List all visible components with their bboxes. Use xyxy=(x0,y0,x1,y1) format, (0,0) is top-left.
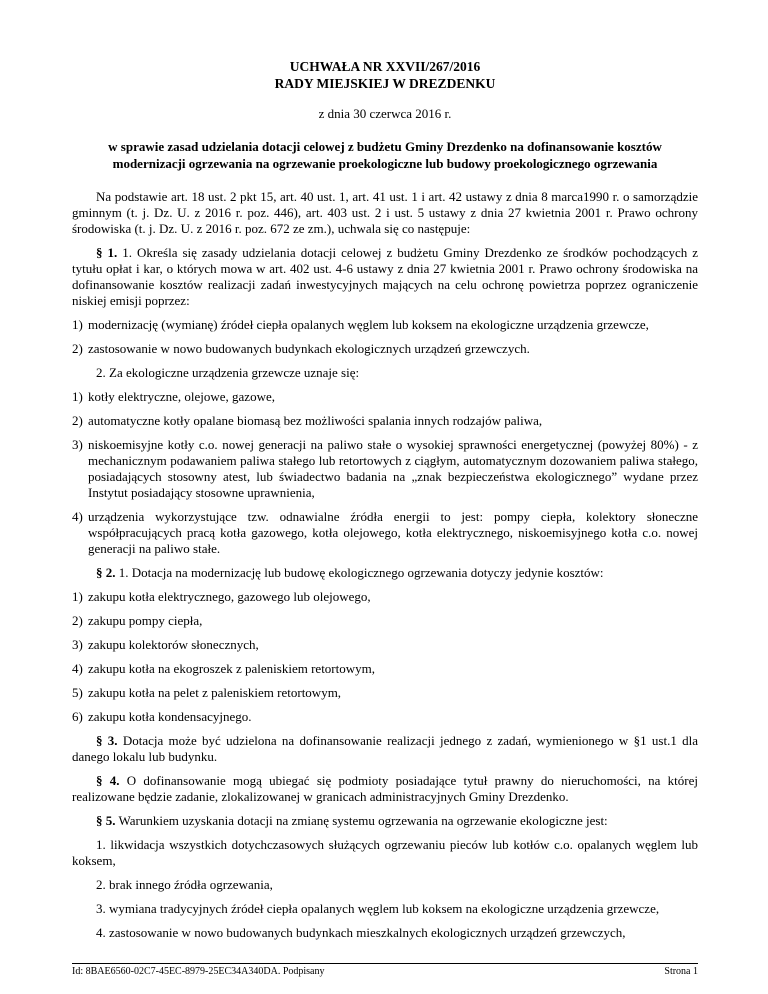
list-item-text: zakupu kotła elektrycznego, gazowego lub olejowego, xyxy=(88,589,371,604)
list-item xyxy=(72,341,698,357)
section-3-number: § 3. xyxy=(96,733,118,748)
list-item-text: urządzenia wykorzystujące tzw. odnawialne źródła energii to jest: pompy ciepła, kolektory słoneczne współpracujących pracą kotła gazowego, kotła olejowego, kotła elektrycznego, niskoemisyjnego kotła c.o. nowej generacji na paliwo stałe. xyxy=(88,509,698,556)
list-item xyxy=(72,509,698,557)
list-item-number: 2) xyxy=(72,413,83,428)
section-2-paragraph-1 xyxy=(72,565,698,581)
list-item xyxy=(72,389,698,405)
section-5-item: 2. brak innego źródła ogrzewania, xyxy=(96,877,273,892)
document-page xyxy=(72,58,698,941)
section-2-number: § 2. xyxy=(96,565,116,580)
list-item-number: 2) xyxy=(72,613,83,628)
section-3-text: Dotacja może być udzielona na dofinansowanie realizacji jednego z zadań, wymienionego w §1 ust.1 dla danego lokalu lub budynku. xyxy=(72,733,698,764)
section-5-item: 4. zastosowanie w nowo budowanych budynkach mieszkalnych ekologicznych urządzeń grzewczych, xyxy=(96,925,626,940)
list-item xyxy=(72,685,698,701)
list-item-text: niskoemisyjne kotły c.o. nowej generacji na paliwo stałe o wysokiej sprawności energetycznej (powyżej 80%) - z mechanicznym podawaniem paliwa stałego lub retortowych z ciągłym, automatycznym dozowaniem paliwa stałego, posiadających stosowny atest, lub świadectwo badania na „znak bezpieczeństwa ekologicznego” wydane przez Instytut posiadający stosowne uprawnienia, xyxy=(88,437,698,500)
list-item-number: 2) xyxy=(72,341,83,356)
list-item xyxy=(72,437,698,501)
list-item-text: zakupu kotła na pelet z paleniskiem retortowym, xyxy=(88,685,342,700)
list-item-number: 5) xyxy=(72,685,83,700)
list-item xyxy=(72,413,698,429)
list-item-number: 6) xyxy=(72,709,83,724)
list-item xyxy=(72,661,698,677)
section-2-list xyxy=(72,589,698,725)
list-item-number: 4) xyxy=(72,661,83,676)
document-header xyxy=(72,58,698,172)
list-item-number: 1) xyxy=(72,589,83,604)
list-item xyxy=(72,613,698,629)
list-item-text: kotły elektryczne, olejowe, gazowe, xyxy=(88,389,275,404)
list-item xyxy=(72,637,698,653)
section-4 xyxy=(72,773,698,805)
list-item-number: 1) xyxy=(72,317,83,332)
section-5-text: Warunkiem uzyskania dotacji na zmianę systemu ogrzewania na ogrzewanie ekologiczne jest: xyxy=(118,813,608,828)
page-footer xyxy=(72,963,698,977)
list-item-text: automatyczne kotły opalane biomasą bez możliwości spalania innych rodzajów paliwa, xyxy=(88,413,543,428)
section-1-paragraph-1 xyxy=(72,245,698,309)
section-4-number: § 4. xyxy=(96,773,120,788)
section-5 xyxy=(72,813,698,829)
section-1-text: 1. Określa się zasady udzielania dotacji celowej z budżetu Gminy Drezdenko ze środków pochodzących z tytułu opłat i kar, o których mowa w art. 402 ust. 4-6 ustawy z dnia 27 kwietnia 2001 r. Prawo ochrony środowiska na dofinansowanie kosztów realizacji zadań inwestycyjnych mających na celu ochronę powietrza poprzez ograniczenie niskiej emisji poprzez: xyxy=(72,245,699,308)
section-4-text: O dofinansowanie mogą ubiegać się podmioty posiadające tytuł prawny do nieruchomości, na której realizowane będzie zadanie, zlokalizowanej w granicach administracyjnych Gminy Drezdenko. xyxy=(72,773,698,804)
section-5-item: 3. wymiana tradycyjnych źródeł ciepła opalanych węglem lub koksem na ekologiczne urządzenia grzewcze, xyxy=(96,901,660,916)
list-item-text: zakupu kotła na ekogroszek z paleniskiem retortowym, xyxy=(88,661,375,676)
section-1-number: § 1. xyxy=(96,245,118,260)
list-item-text: zakupu pompy ciepła, xyxy=(88,613,203,628)
title-line-2: RADY MIEJSKIEJ W DREZDENKU xyxy=(274,76,496,91)
list-item-number: 1) xyxy=(72,389,83,404)
list-item xyxy=(72,589,698,605)
section-1-list-2 xyxy=(72,389,698,557)
list-item-number: 4) xyxy=(72,509,83,524)
resolution-subject: w sprawie zasad udzielania dotacji celowej z budżetu Gminy Drezdenko na dofinansowanie kosztów modernizacji ogrzewania na ogrzewanie proekologiczne lub budowy proekologicznego ogrzewania xyxy=(108,139,662,171)
section-5-number: § 5. xyxy=(96,813,116,828)
list-item-number: 3) xyxy=(72,637,83,652)
list-item-text: zastosowanie w nowo budowanych budynkach ekologicznych urządzeń grzewczych. xyxy=(88,341,530,356)
list-item-number: 3) xyxy=(72,437,83,452)
section-1-list-1 xyxy=(72,317,698,357)
list-item xyxy=(72,317,698,333)
section-2-text: 1. Dotacja na modernizację lub budowę ekologicznego ogrzewania dotyczy jedynie kosztów: xyxy=(118,565,604,580)
title-line-1: UCHWAŁA NR XXVII/267/2016 xyxy=(289,59,481,74)
list-item-text: zakupu kolektorów słonecznych, xyxy=(88,637,259,652)
section-3 xyxy=(72,733,698,765)
document-id: Id: 8BAE6560-02C7-45EC-8979-25EC34A340DA. Podpisany xyxy=(72,966,325,977)
resolution-date: z dnia 30 czerwca 2016 r. xyxy=(318,106,452,121)
preamble: Na podstawie art. 18 ust. 2 pkt 15, art. 40 ust. 1, art. 41 ust. 1 i art. 42 ustawy z dnia 8 marca1990 r. o samorządzie gminnym (t. j. Dz. U. z 2016 r. poz. 446), art. 403 ust. 2 i ust. 5 ustawy z dnia 27 kwietnia 2001 r. Prawo ochrony środowiska (t. j. Dz. U. z 2016 r. poz. 672 ze zm.), uchwala się co następuje: xyxy=(72,189,698,236)
list-item-text: zakupu kotła kondensacyjnego. xyxy=(88,709,252,724)
list-item xyxy=(72,709,698,725)
list-item-text: modernizację (wymianę) źródeł ciepła opalanych węglem lub koksem na ekologiczne urządzenia grzewcze, xyxy=(88,317,649,332)
page-number: Strona 1 xyxy=(664,966,698,977)
section-5-item: 1. likwidacja wszystkich dotychczasowych służących ogrzewaniu pieców lub kotłów c.o. opalanych węglem lub koksem, xyxy=(72,837,698,868)
section-1-paragraph-2: 2. Za ekologiczne urządzenia grzewcze uznaje się: xyxy=(96,365,360,380)
